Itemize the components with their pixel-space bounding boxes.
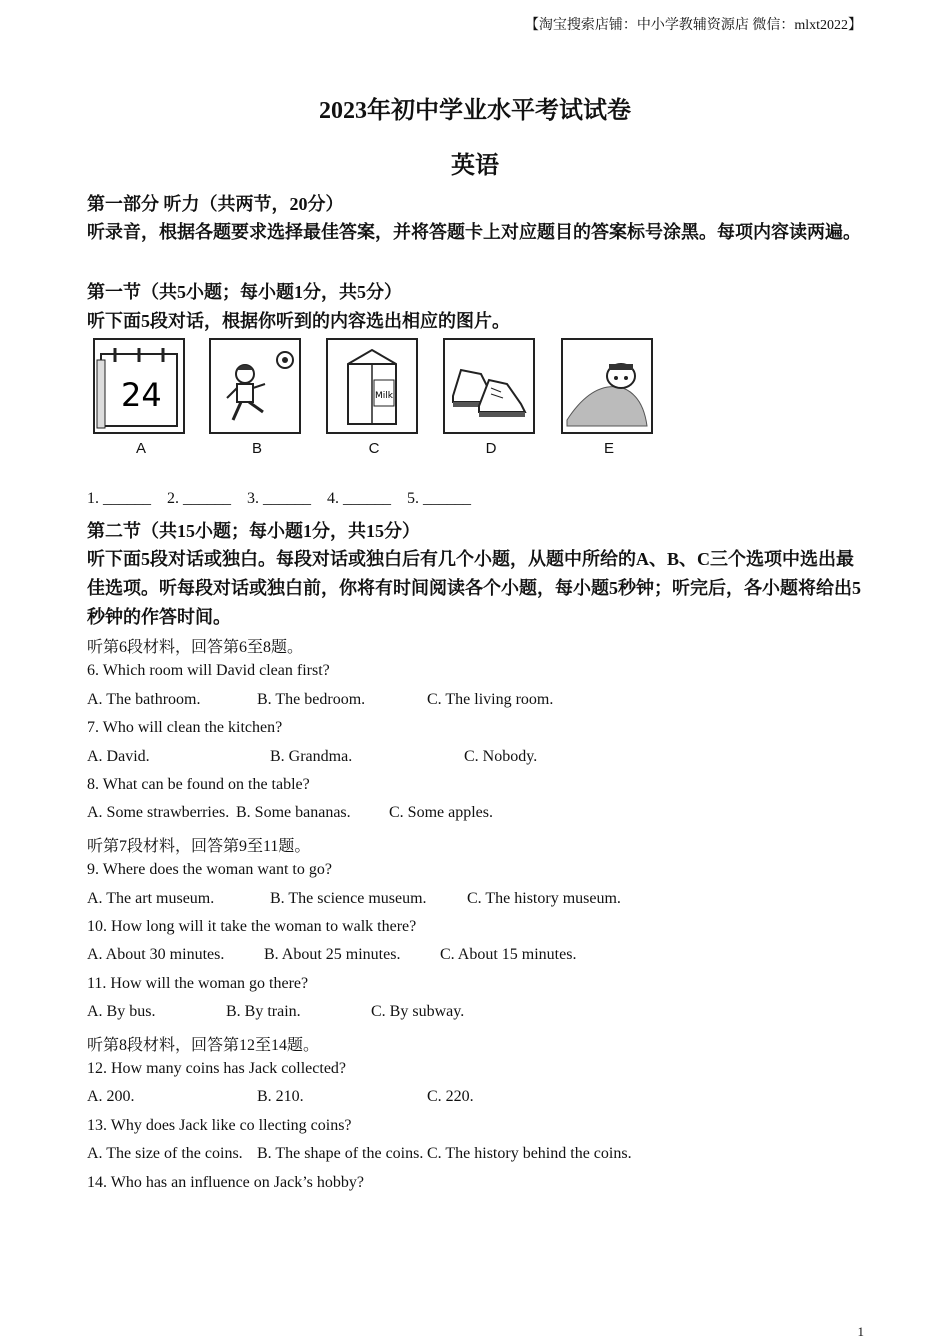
question: 7. Who will clean the kitchen? <box>87 719 283 737</box>
option-b: B. By train. <box>226 1003 301 1021</box>
picture-a-label: A <box>135 440 146 457</box>
picture-d-label: D <box>485 440 497 457</box>
question: 8. What can be found on the table? <box>87 776 310 793</box>
calendar-24-icon <box>93 338 185 434</box>
option-row <box>87 1145 863 1167</box>
option-a: A. Some strawberries. <box>87 804 230 822</box>
passage-note: 听第7段材料，回答第9至11题。 <box>87 837 311 855</box>
option-a: A. The size of the coins. <box>87 1145 243 1163</box>
question: 14. Who has an influence on Jack’s hobby? <box>87 1173 364 1191</box>
option-c: C. Some apples. <box>389 804 493 822</box>
page-number: 1 <box>857 1324 864 1339</box>
option-c: C. About 15 minutes. <box>440 946 577 964</box>
subject-title: 英语 <box>451 153 499 179</box>
option-a: A. The art museum. <box>87 889 215 907</box>
picture-b-label: B <box>251 440 262 457</box>
answer-blanks: 1. ______ 2. ______ 3. ______ 4. ______ 5. ______ <box>87 490 471 507</box>
option-a: A. 200. <box>87 1088 135 1106</box>
question: 12. How many coins has Jack collected? <box>87 1060 347 1077</box>
calendar-number: 24 <box>121 376 162 414</box>
boy-kicking-ball-icon <box>209 338 301 434</box>
option-c: C. Nobody. <box>464 747 538 765</box>
option-c: C. 220. <box>427 1088 474 1106</box>
question: 9. Where does the woman want to go? <box>87 861 332 879</box>
option-c: C. The living room. <box>427 690 554 708</box>
exam-title: 2023年初中学业水平考试试卷 <box>319 98 631 124</box>
picture-b <box>209 338 305 457</box>
option-b: B. Some bananas. <box>236 804 351 822</box>
part1-instructions: 听录音，根据各题要求选择最佳答案，并将答题卡上对应题目的答案标号涂黑。每项内容读两遍。 <box>87 222 861 242</box>
option-row <box>87 748 863 770</box>
option-c: C. The history behind the coins. <box>427 1145 632 1163</box>
part1-heading: 第一部分 听力（共两节，20分） <box>87 194 344 214</box>
option-row <box>87 804 863 826</box>
question: 11. How will the woman go there? <box>87 974 309 992</box>
passage-note: 听第6段材料，回答第6至8题。 <box>87 639 304 656</box>
picture-c <box>326 338 422 457</box>
option-b: B. The shape of the coins. <box>257 1145 424 1163</box>
sneakers-icon <box>443 338 535 434</box>
option-a: A. About 30 minutes. <box>87 946 225 964</box>
milk-label: Milk <box>375 391 393 401</box>
picture-c-label: C <box>368 440 380 457</box>
question: 6. Which room will David clean first? <box>87 662 330 680</box>
milk-carton-icon <box>326 338 418 434</box>
option-a: A. The bathroom. <box>87 690 201 708</box>
sick-in-bed-icon <box>561 338 653 434</box>
section2-instructions: 听下面5段对话或独白。每段对话或独白后有几个小题，从题中所给的A、B、C三个选项中选出最佳选项。听每段对话或独白前，你将有时间阅读各个小题，每小题5秒钟；听完后，各小题将给出5秒钟的作答时间。 <box>87 549 861 627</box>
option-c: C. By subway. <box>371 1003 465 1021</box>
option-row <box>87 691 863 713</box>
option-b: B. About 25 minutes. <box>264 946 401 964</box>
option-a: A. David. <box>87 747 150 765</box>
option-row <box>87 946 863 968</box>
picture-e-label: E <box>603 440 614 457</box>
section2-heading: 第二节（共15小题；每小题1分，共15分） <box>87 521 420 541</box>
option-c: C. The history museum. <box>467 889 621 907</box>
option-a: A. By bus. <box>87 1003 156 1021</box>
option-row <box>87 1003 863 1025</box>
passage-note: 听第8段材料，回答第12至14题。 <box>87 1036 320 1054</box>
watermark: 【淘宝搜索店铺：中小学教辅资源店 微信：mlxt2022】 <box>524 18 862 33</box>
option-row <box>87 1088 863 1110</box>
option-b: B. The science museum. <box>270 889 427 907</box>
section1-heading: 第一节（共5小题；每小题1分，共5分） <box>87 282 402 302</box>
question: 10. How long will it take the woman to walk there? <box>87 918 417 935</box>
section1-instructions: 听下面5段对话，根据你听到的内容选出相应的图片。 <box>87 311 510 331</box>
option-row <box>87 890 863 912</box>
picture-e <box>561 338 657 457</box>
question: 13. Why does Jack like co llecting coins? <box>87 1116 352 1134</box>
option-b: B. The bedroom. <box>257 690 366 708</box>
picture-a <box>93 338 189 457</box>
option-b: B. Grandma. <box>270 747 353 765</box>
option-b: B. 210. <box>257 1088 304 1106</box>
picture-d <box>443 338 539 457</box>
